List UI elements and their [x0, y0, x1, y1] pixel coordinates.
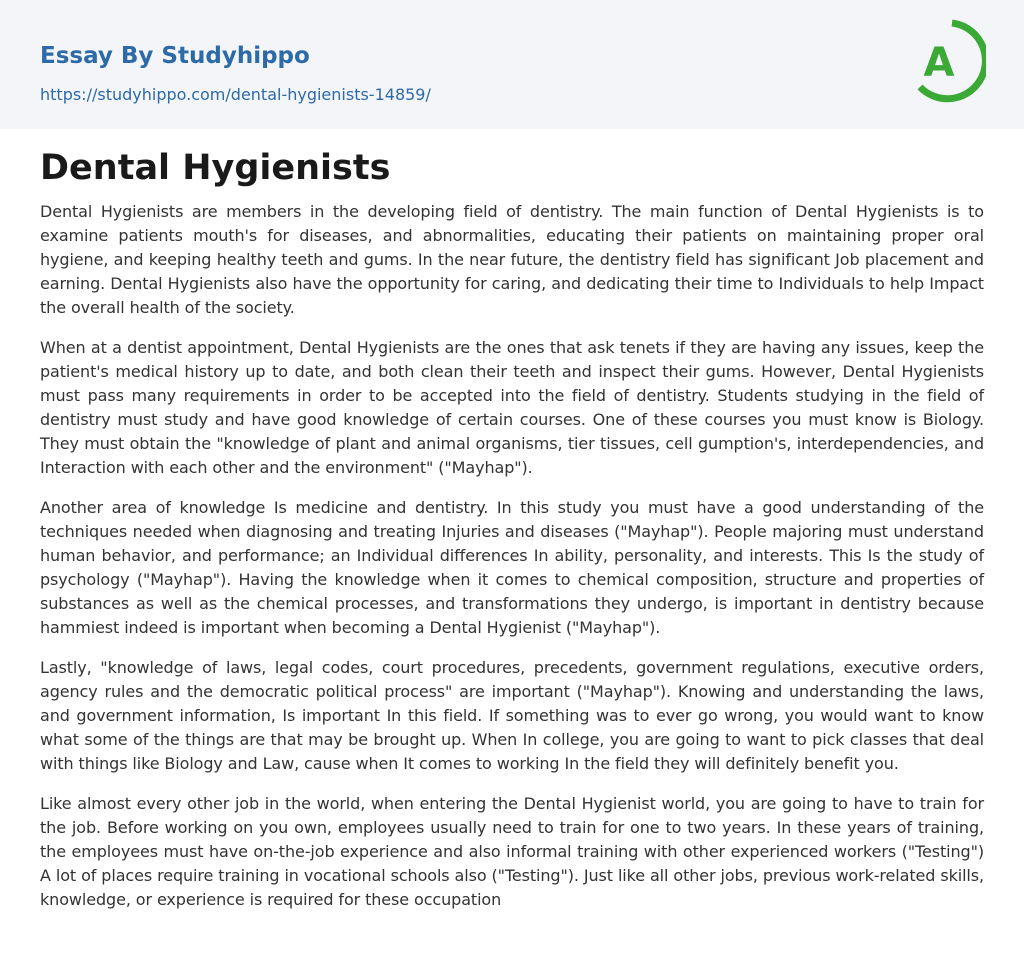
essay-paragraph: Another area of knowledge Is medicine and dentistry. In this study you must have a good understanding of the techniques needed when diagnosing and treating Injuries and diseases ("Mayhap"). People majoring must understand human behavior, and performance; an Individual differences In ability, personality, and interests. This Is the study of psychology ("Mayhap"). Having the knowledge when it comes to chemical composition, structure and properties of substances as well as the chemical processes, and transformations they undergo, is important in dentistry because hammiest indeed is important when becoming a Dental Hygienist ("Mayhap").	[40, 498, 984, 637]
site-brand[interactable]: Essay By Studyhippo	[40, 43, 310, 69]
essay-body	[40, 200, 984, 928]
essay-title: Dental Hygienists	[40, 148, 391, 188]
essay-paragraph: Lastly, "knowledge of laws, legal codes, court procedures, precedents, government regulations, executive orders, agency rules and the democratic political process" are important ("Mayhap"). Knowing and understanding the laws, and government information, Is important In this field. If something was to ever go wrong, you would want to know what some of the things are that may be brought up. When In college, you are going to want to pick classes that deal with things like Biology and Law, cause when It comes to working In the field they will definitely benefit you.	[40, 658, 984, 773]
essay-url-link[interactable]: https://studyhippo.com/dental-hygienists-14859/	[40, 85, 431, 104]
essay-paragraph: When at a dentist appointment, Dental Hygienists are the ones that ask tenets if they are having any issues, keep the patient's medical history up to date, and both clean their teeth and inspect their gums. However, Dental Hygienists must pass many requirements in order to be accepted into the field of dentistry. Students studying in the field of dentistry must study and have good knowledge of certain courses. One of these courses you must know is Biology. They must obtain the "knowledge of plant and animal organisms, tier tissues, cell gumption's, interdependencies, and Interaction with each other and the environment" ("Mayhap").	[40, 338, 984, 477]
logo-letter: A	[923, 40, 955, 86]
studyhippo-logo-icon[interactable]	[912, 19, 986, 105]
essay-paragraph: Like almost every other job in the world, when entering the Dental Hygienist world, you are going to have to train for the job. Before working on you own, employees usually need to train for one to two years. In these years of training, the employees must have on-the-job experience and also informal training with other experienced workers ("Testing") A lot of places require training in vocational schools also ("Testing"). Just like all other jobs, previous work-related skills, knowledge, or experience is required for these occupation	[40, 794, 984, 909]
site-header	[0, 0, 1024, 129]
essay-paragraph: Dental Hygienists are members in the developing field of dentistry. The main function of Dental Hygienists is to examine patients mouth's for diseases, and abnormalities, educating their patients on maintaining proper oral hygiene, and keeping healthy teeth and gums. In the near future, the dentistry field has significant Job placement and earning. Dental Hygienists also have the opportunity for caring, and dedicating their time to Individuals to help Impact the overall health of the society.	[40, 202, 984, 317]
